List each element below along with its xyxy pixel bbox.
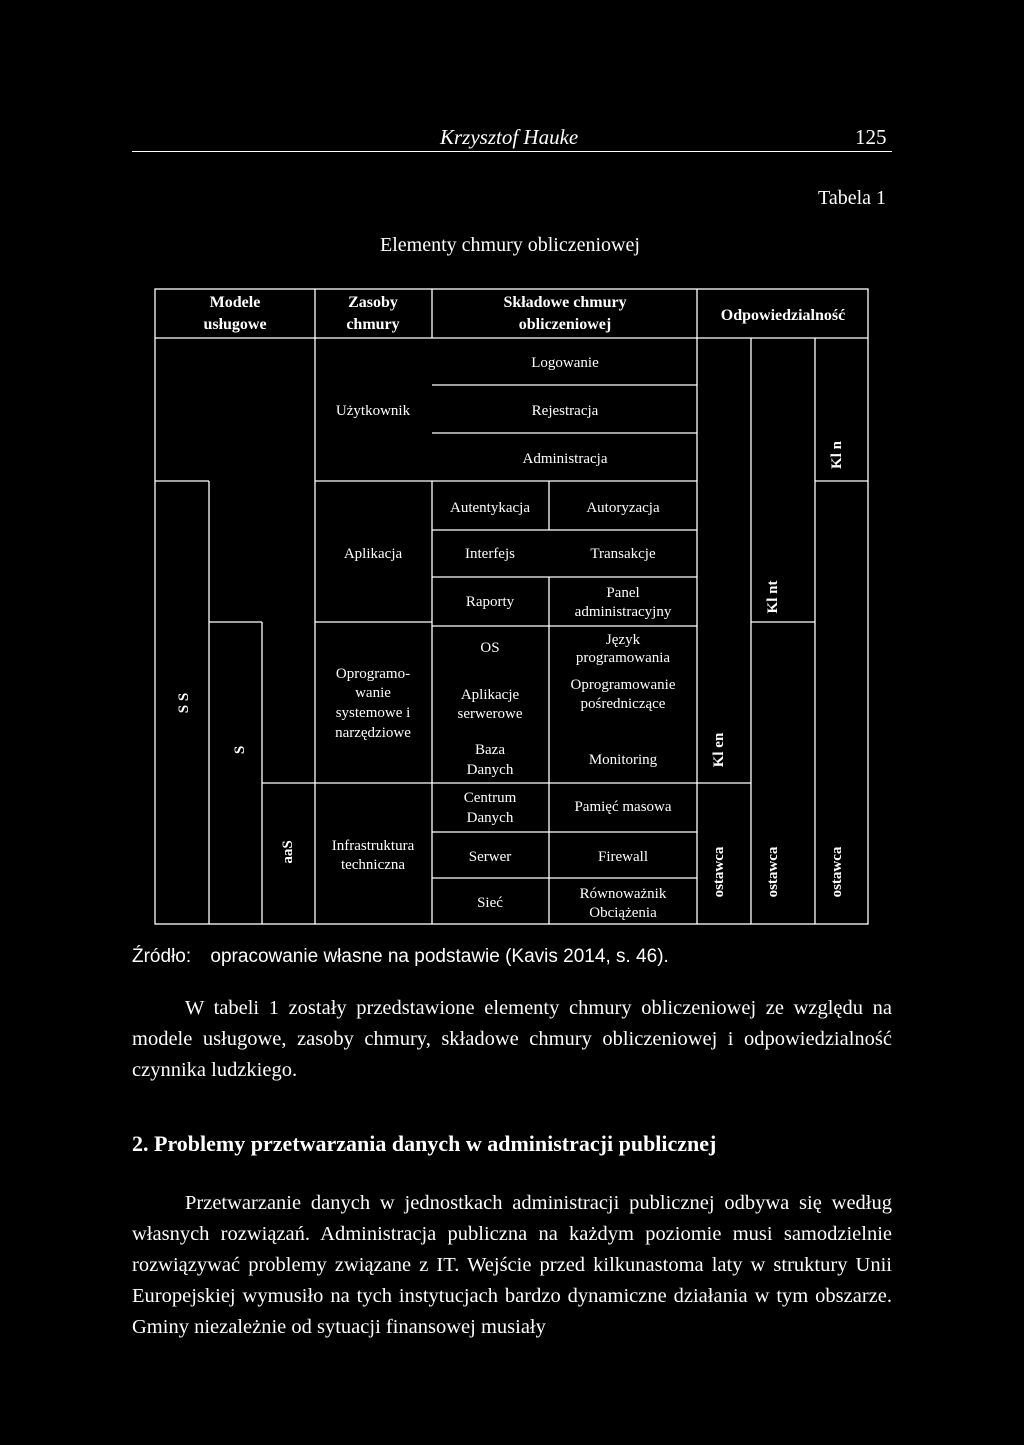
comp-jezyk-l2: programowania xyxy=(575,650,671,666)
comp-interfejs: Interfejs xyxy=(465,546,515,562)
source-label: Źródło: xyxy=(132,946,192,967)
table-number: Tabela 1 xyxy=(818,187,887,209)
paragraph-1: W tabeli 1 zostały przedstawione elementy chmury obliczeniowej ze względu na modele usługowe, zasoby chmury, składowe chmury obliczeniowej i odpowiedzialność czynnika ludzkiego. xyxy=(132,997,892,1081)
header-responsibility: Odpowiedzialność xyxy=(720,307,846,324)
comp-siec: Sieć xyxy=(477,895,503,911)
comp-baza-l2: Danych xyxy=(466,762,514,778)
comp-serwer: Serwer xyxy=(468,849,512,865)
comp-posr-l2: pośredniczące xyxy=(580,696,666,712)
resource-system-l4: narzędziowe xyxy=(335,725,411,741)
paragraph-2: Przetwarzanie danych w jednostkach administracji publicznej odbywa się według własnych rozwiązań. Administracja publiczna na każdym poziomie musi samodzielnie rozwiązywać problemy związane z IT. Wejście przed kilkunastoma laty w struktury Unii Europejskiej wymusiło na tych instytucjach bardzo dynamiczne działania w tym obszarze. Gminy niezależnie od sytuacji finansowej musiały xyxy=(132,1192,892,1338)
comp-administracja: Administracja xyxy=(522,451,608,467)
resource-system-l3: systemowe i xyxy=(335,705,411,721)
resource-system-l2: wanie xyxy=(355,685,391,701)
comp-baza-l1: Baza xyxy=(475,742,505,758)
running-header-author: Krzysztof Hauke xyxy=(440,125,579,149)
section-heading: 2. Problemy przetwarzania danych w administracji publicznej xyxy=(132,1131,717,1156)
comp-raporty: Raporty xyxy=(465,594,515,610)
comp-centrum-l2: Danych xyxy=(466,810,514,826)
resp-klient-2: Kl nt xyxy=(765,580,781,614)
comp-pamiec: Pamięć masowa xyxy=(574,799,672,815)
resp-klient-1: Kl n xyxy=(829,441,845,469)
comp-rownowaznik-l2: Obciążenia xyxy=(589,905,657,921)
comp-firewall: Firewall xyxy=(598,849,648,865)
comp-panel-l2: administracyjny xyxy=(574,604,672,620)
resp-dostawca-3: ostawca xyxy=(829,846,845,898)
header-components-line1: Składowe chmury xyxy=(503,294,627,311)
resource-app: Aplikacja xyxy=(343,546,403,562)
comp-posr-l1: Oprogramowanie xyxy=(570,677,676,693)
table-source xyxy=(132,946,669,968)
comp-aplikacje-l1: Aplikacje xyxy=(460,687,520,703)
resource-infra-l2: techniczna xyxy=(340,857,406,873)
comp-os: OS xyxy=(480,640,500,656)
header-models-line1: Modele xyxy=(209,294,261,311)
header-components-line2: obliczeniowej xyxy=(518,316,612,333)
resource-infra-l1: Infrastruktura xyxy=(331,838,415,854)
comp-autentykacja: Autentykacja xyxy=(450,500,530,516)
page-number: 125 xyxy=(855,125,887,149)
comp-autoryzacja: Autoryzacja xyxy=(586,500,660,516)
comp-jezyk-l1: Język xyxy=(605,632,641,648)
resp-dostawca-1: ostawca xyxy=(711,846,727,898)
header-resources-line2: chmury xyxy=(346,316,400,333)
source-text: opracowanie własne na podstawie (Kavis 2014, s. 46). xyxy=(210,946,669,967)
comp-aplikacje-l2: serwerowe xyxy=(457,706,523,722)
header-resources-line1: Zasoby xyxy=(348,294,398,311)
comp-centrum-l1: Centrum xyxy=(463,790,517,806)
comp-rejestracja: Rejestracja xyxy=(531,403,599,419)
resource-user: Użytkownik xyxy=(335,403,411,419)
resp-dostawca-2: ostawca xyxy=(765,846,781,898)
comp-panel-l1: Panel xyxy=(606,585,640,601)
model-iaas-label: aaS xyxy=(280,840,296,864)
model-saas-label: S S xyxy=(176,692,192,714)
comp-logowanie: Logowanie xyxy=(531,355,599,371)
resource-system-l1: Oprogramo- xyxy=(335,666,411,682)
header-models-line2: usługowe xyxy=(203,316,267,333)
comp-transakcje: Transakcje xyxy=(590,546,656,562)
comp-rownowaznik-l1: Równoważnik xyxy=(579,886,667,902)
comp-monitoring: Monitoring xyxy=(588,752,658,768)
resp-klient-3: Kl en xyxy=(711,732,727,768)
model-paas-label: S xyxy=(232,745,248,755)
table-title: Elementy chmury obliczeniowej xyxy=(380,234,640,256)
